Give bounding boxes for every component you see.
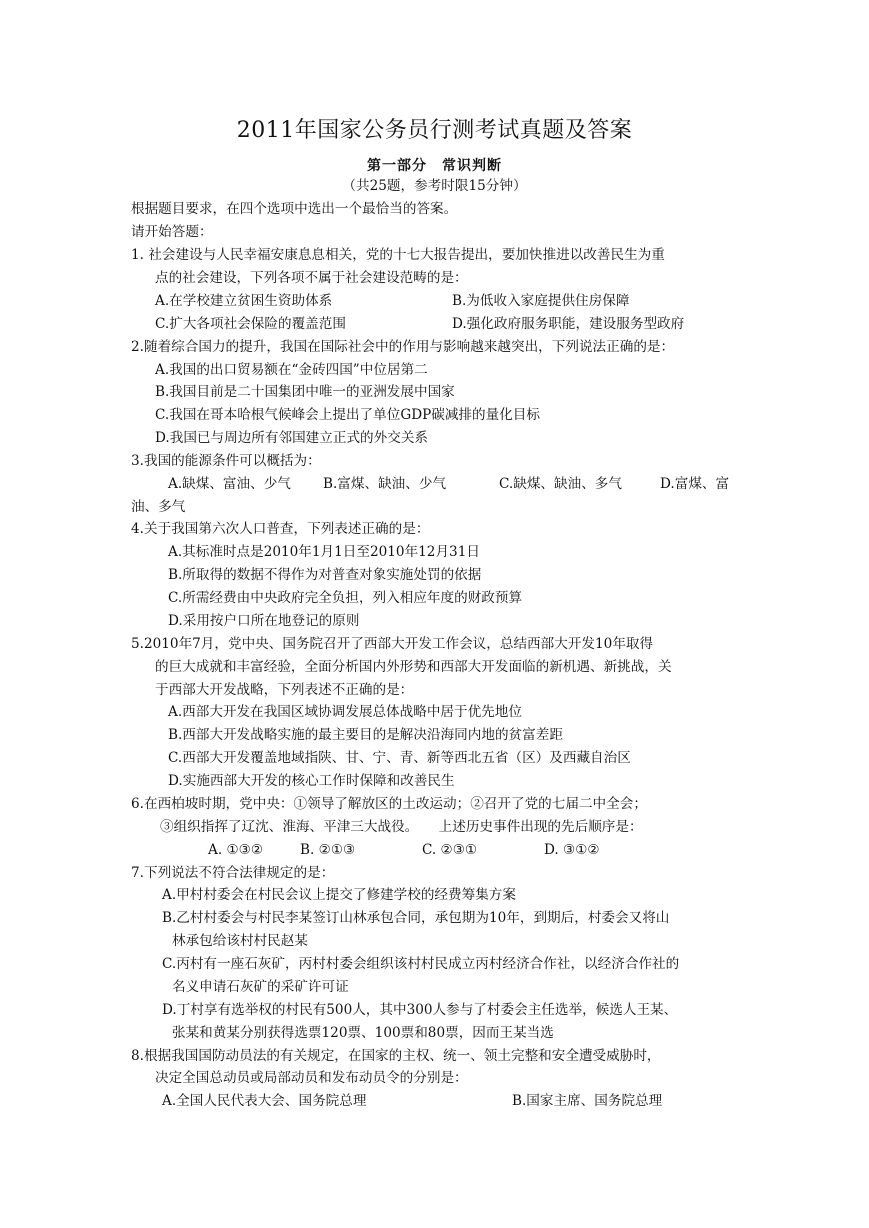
- question-7-option-d-line-1: D.丁村享有选举权的村民有500人，其中300人参与了村委会主任选举，候选人王某、: [162, 1002, 678, 1018]
- question-4-stem: 4.关于我国第六次人口普查，下列表述正确的是：: [131, 521, 430, 537]
- question-3-option-d-continued: 油、多气: [131, 499, 186, 515]
- start-text: 请开始答题：: [131, 224, 213, 240]
- question-3-option-d: D.富煤、富: [660, 476, 730, 492]
- question-3-option-b: B.富煤、缺油、少气: [323, 476, 447, 492]
- question-6-option-a: A. ①③②: [208, 842, 264, 858]
- question-6-stem-line-2: ③组织指挥了辽沈、淮海、平津三大战役。 上述历史事件出现的先后顺序是：: [160, 819, 643, 835]
- question-2-option-a: A.我国的出口贸易额在“金砖四国”中位居第二: [155, 362, 428, 378]
- question-8-option-a: A.全国人民代表大会、国务院总理: [162, 1093, 367, 1109]
- question-7-option-d-line-2: 张某和黄某分别获得选票120票、100票和80票，因而王某当选: [172, 1025, 554, 1041]
- question-7-option-c-line-2: 名义申请石灰矿的采矿许可证: [172, 979, 349, 995]
- document-title: 2011年国家公务员行测考试真题及答案: [236, 118, 633, 143]
- question-1-option-d: D.强化政府服务职能，建设服务型政府: [452, 316, 685, 332]
- question-5-option-d: D.实施西部大开发的核心工作时保障和改善民生: [168, 773, 455, 789]
- question-6-option-d: D. ③①②: [544, 842, 600, 858]
- question-5-stem-line-1: 5.2010年7月，党中央、国务院召开了西部大开发工作会议，总结西部大开发10年取得: [131, 636, 654, 652]
- question-1-option-a: A.在学校建立贫困生资助体系: [155, 293, 333, 309]
- question-4-option-c: C.所需经费由中央政府完全负担，列入相应年度的财政预算: [168, 590, 523, 606]
- question-8-option-b: B.国家主席、国务院总理: [512, 1093, 663, 1109]
- question-3-option-c: C.缺煤、缺油、多气: [499, 476, 622, 492]
- question-4-option-a: A.其标准时点是2010年1月1日至2010年12月31日: [168, 544, 480, 560]
- section-heading: 第一部分 常识判断: [367, 158, 502, 174]
- question-2-option-c: C.我国在哥本哈根气候峰会上提出了单位GDP碳减排的量化目标: [155, 407, 540, 423]
- question-7-stem: 7.下列说法不符合法律规定的是：: [131, 865, 335, 881]
- question-5-option-c: C.西部大开发覆盖地域指陕、甘、宁、青、新等西北五省（区）及西藏自治区: [168, 750, 631, 766]
- question-2-stem: 2.随着综合国力的提升，我国在国际社会中的作用与影响越来越突出，下列说法正确的是：: [131, 339, 675, 355]
- question-1-option-c: C.扩大各项社会保险的覆盖范围: [155, 316, 346, 332]
- question-4-option-d: D.采用按户口所在地登记的原则: [168, 613, 360, 629]
- question-3-stem: 3.我国的能源条件可以概括为：: [131, 453, 321, 469]
- question-6-option-c: C. ②③①: [422, 842, 478, 858]
- question-5-option-a: A.西部大开发在我国区域协调发展总体战略中居于优先地位: [168, 704, 522, 720]
- question-5-option-b: B.西部大开发战略实施的最主要目的是解决沿海同内地的贫富差距: [168, 727, 563, 743]
- question-7-option-a: A.甲村村委会在村民会议上提交了修建学校的经费筹集方案: [162, 887, 516, 903]
- section-subtitle: （共25题，参考时限15分钟）: [342, 178, 527, 194]
- question-6-stem-line-1: 6.在西柏坡时期，党中央：①领导了解放区的土改运动；②召开了党的七届二中全会；: [131, 796, 647, 812]
- question-7-option-b-line-2: 林承包给该村村民赵某: [172, 933, 308, 949]
- question-5-stem-line-3: 于西部大开发战略，下列表述不正确的是：: [155, 682, 414, 698]
- question-6-option-b: B. ②①③: [300, 842, 356, 858]
- question-1-option-b: B.为低收入家庭提供住房保障: [452, 293, 630, 309]
- question-7-option-b-line-1: B.乙村村委会与村民李某签订山林承包合同，承包期为10年，到期后，村委会又将山: [162, 910, 670, 926]
- question-8-stem-line-2: 决定全国总动员或局部动员和发布动员令的分别是：: [155, 1070, 468, 1086]
- instruction-text: 根据题目要求，在四个选项中选出一个最恰当的答案。: [131, 201, 458, 217]
- question-3-option-a: A.缺煤、富油、少气: [168, 476, 291, 492]
- question-1-stem-line-2: 点的社会建设，下列各项不属于社会建设范畴的是：: [155, 270, 468, 286]
- question-8-stem-line-1: 8.根据我国国防动员法的有关规定，在国家的主权、统一、领土完整和安全遭受威胁时，: [131, 1048, 661, 1064]
- question-4-option-b: B.所取得的数据不得作为对普查对象实施处罚的依据: [168, 567, 482, 583]
- question-1-stem-line-1: 1. 社会建设与人民幸福安康息息相关，党的十七大报告提出，要加快推进以改善民生为重: [131, 247, 665, 263]
- question-2-option-d: D.我国已与周边所有邻国建立正式的外交关系: [155, 430, 429, 446]
- question-7-option-c-line-1: C.丙村有一座石灰矿，丙村村委会组织该村村民成立丙村经济合作社，以经济合作社的: [162, 956, 680, 972]
- question-5-stem-line-2: 的巨大成就和丰富经验，全面分析国内外形势和西部大开发面临的新机遇、新挑战，关: [155, 659, 672, 675]
- question-2-option-b: B.我国目前是二十国集团中唯一的亚洲发展中国家: [155, 384, 455, 400]
